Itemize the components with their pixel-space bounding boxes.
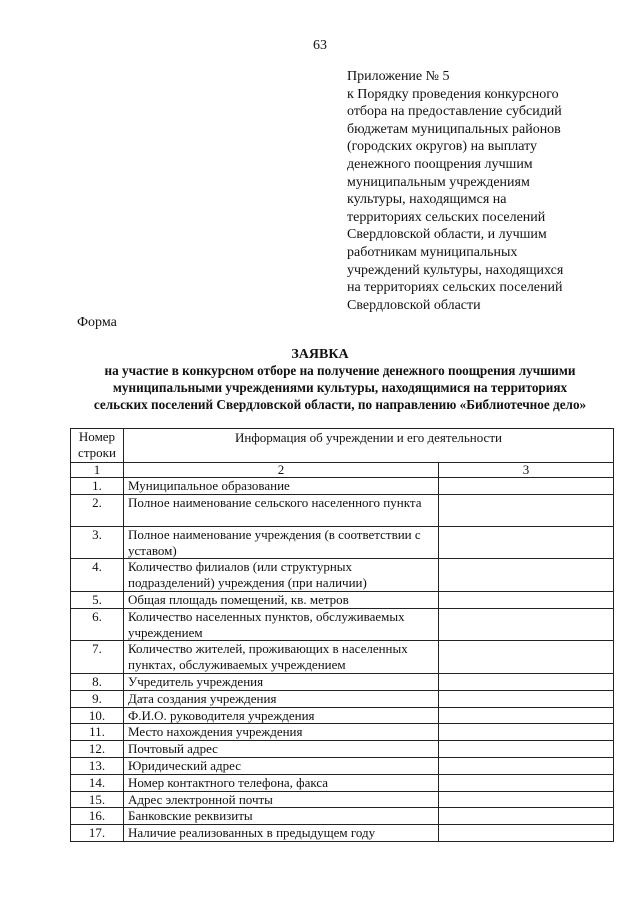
row-info: Общая площадь помещений, кв. метров (124, 591, 439, 608)
row-value-cell[interactable] (439, 608, 614, 641)
row-number: 15. (71, 791, 124, 808)
row-value-cell[interactable] (439, 591, 614, 608)
row-info: Количество населенных пунктов, обслуживаемых учреждением (124, 608, 439, 641)
appendix-line: на территориях сельских поселений (347, 280, 563, 296)
table-row (71, 707, 614, 724)
row-number: 14. (71, 774, 124, 791)
row-value-cell[interactable] (439, 808, 614, 825)
row-value-cell[interactable] (439, 724, 614, 741)
row-info: Количество жителей, проживающих в населенных пунктах, обслуживаемых учреждением (124, 641, 439, 674)
row-number: 1. (71, 478, 124, 495)
row-number: 4. (71, 559, 124, 592)
table-row (71, 478, 614, 495)
column-index-row (71, 463, 614, 478)
table-row (71, 808, 614, 825)
row-info: Место нахождения учреждения (124, 724, 439, 741)
row-value-cell[interactable] (439, 757, 614, 774)
row-number: 5. (71, 591, 124, 608)
row-info: Почтовый адрес (124, 741, 439, 758)
table-row (71, 791, 614, 808)
row-info: Полное наименование учреждения (в соответствии с уставом) (124, 526, 439, 559)
application-form-table (70, 428, 614, 842)
document-subtitle (60, 362, 620, 413)
appendix-line: отбора на предоставление субсидий (347, 104, 562, 120)
appendix-line: Приложение № 5 (347, 69, 450, 84)
row-info: Юридический адрес (124, 757, 439, 774)
row-value-cell[interactable] (439, 690, 614, 707)
table-row (71, 673, 614, 690)
table-row (71, 494, 614, 526)
header-row-number-line: строки (78, 444, 116, 460)
appendix-line: территориях сельских поселений (347, 209, 546, 225)
row-value-cell[interactable] (439, 791, 614, 808)
appendix-line: Свердловской области (347, 297, 481, 313)
header-row-number-line: Номер (78, 429, 116, 444)
row-number: 2. (71, 494, 124, 526)
row-info: Дата создания учреждения (124, 690, 439, 707)
row-info: Адрес электронной почты (124, 791, 439, 808)
subtitle-line: муниципальными учреждениями культуры, находящимися на территориях (112, 380, 568, 395)
table-row (71, 526, 614, 559)
row-value-cell[interactable] (439, 774, 614, 791)
row-info: Наличие реализованных в предыдущем году (124, 825, 439, 842)
table-row (71, 641, 614, 674)
row-number: 6. (71, 608, 124, 641)
row-value-cell[interactable] (439, 478, 614, 495)
column-index: 3 (439, 463, 614, 478)
appendix-line: бюджетам муниципальных районов (347, 121, 561, 137)
table-row (71, 608, 614, 641)
row-value-cell[interactable] (439, 526, 614, 559)
row-number: 12. (71, 741, 124, 758)
row-info: Номер контактного телефона, факса (124, 774, 439, 791)
table-row (71, 559, 614, 592)
table-row (71, 591, 614, 608)
table-row (71, 690, 614, 707)
row-info: Полное наименование сельского населенного пункта (124, 494, 439, 526)
row-number: 11. (71, 724, 124, 741)
row-info: Банковские реквизиты (124, 808, 439, 825)
form-label: Форма (77, 315, 117, 330)
subtitle-line: сельских поселений Свердловской области, по направлению «Библиотечное дело» (93, 397, 587, 412)
row-value-cell[interactable] (439, 494, 614, 526)
row-info: Ф.И.О. руководителя учреждения (124, 707, 439, 724)
row-value-cell[interactable] (439, 741, 614, 758)
header-row-number (71, 429, 124, 463)
document-title: ЗАЯВКА (291, 347, 349, 362)
row-value-cell[interactable] (439, 825, 614, 842)
appendix-line: работникам муниципальных (347, 244, 518, 260)
table-row (71, 825, 614, 842)
page-number: 63 (313, 38, 327, 53)
row-value-cell[interactable] (439, 559, 614, 592)
header-info: Информация об учреждении и его деятельности (124, 429, 614, 463)
row-info: Количество филиалов (или структурных подразделений) учреждения (при наличии) (124, 559, 439, 592)
appendix-line: (городских округов) на выплату (347, 139, 538, 155)
table-row (71, 724, 614, 741)
row-number: 7. (71, 641, 124, 674)
column-index: 1 (71, 463, 124, 478)
table-row (71, 741, 614, 758)
row-number: 9. (71, 690, 124, 707)
row-info: Муниципальное образование (124, 478, 439, 495)
appendix-line: к Порядку проведения конкурсного (347, 86, 559, 102)
column-index: 2 (124, 463, 439, 478)
row-info: Учредитель учреждения (124, 673, 439, 690)
row-number: 17. (71, 825, 124, 842)
row-value-cell[interactable] (439, 707, 614, 724)
row-number: 16. (71, 808, 124, 825)
row-value-cell[interactable] (439, 673, 614, 690)
row-number: 10. (71, 707, 124, 724)
appendix-line: Свердловской области, и лучшим (347, 227, 547, 243)
row-number: 8. (71, 673, 124, 690)
row-number: 3. (71, 526, 124, 559)
appendix-line: культуры, находящимся на (347, 192, 507, 208)
table-row (71, 774, 614, 791)
table-row (71, 757, 614, 774)
subtitle-line: на участие в конкурсном отборе на получение денежного поощрения лучшими (104, 363, 576, 378)
row-number: 13. (71, 757, 124, 774)
appendix-line: денежного поощрения лучшим (347, 156, 533, 172)
appendix-block (347, 68, 597, 314)
row-value-cell[interactable] (439, 641, 614, 674)
appendix-line: муниципальным учреждениям (347, 174, 530, 190)
appendix-line: учреждений культуры, находящихся (347, 262, 564, 278)
table-header-row (71, 429, 614, 463)
